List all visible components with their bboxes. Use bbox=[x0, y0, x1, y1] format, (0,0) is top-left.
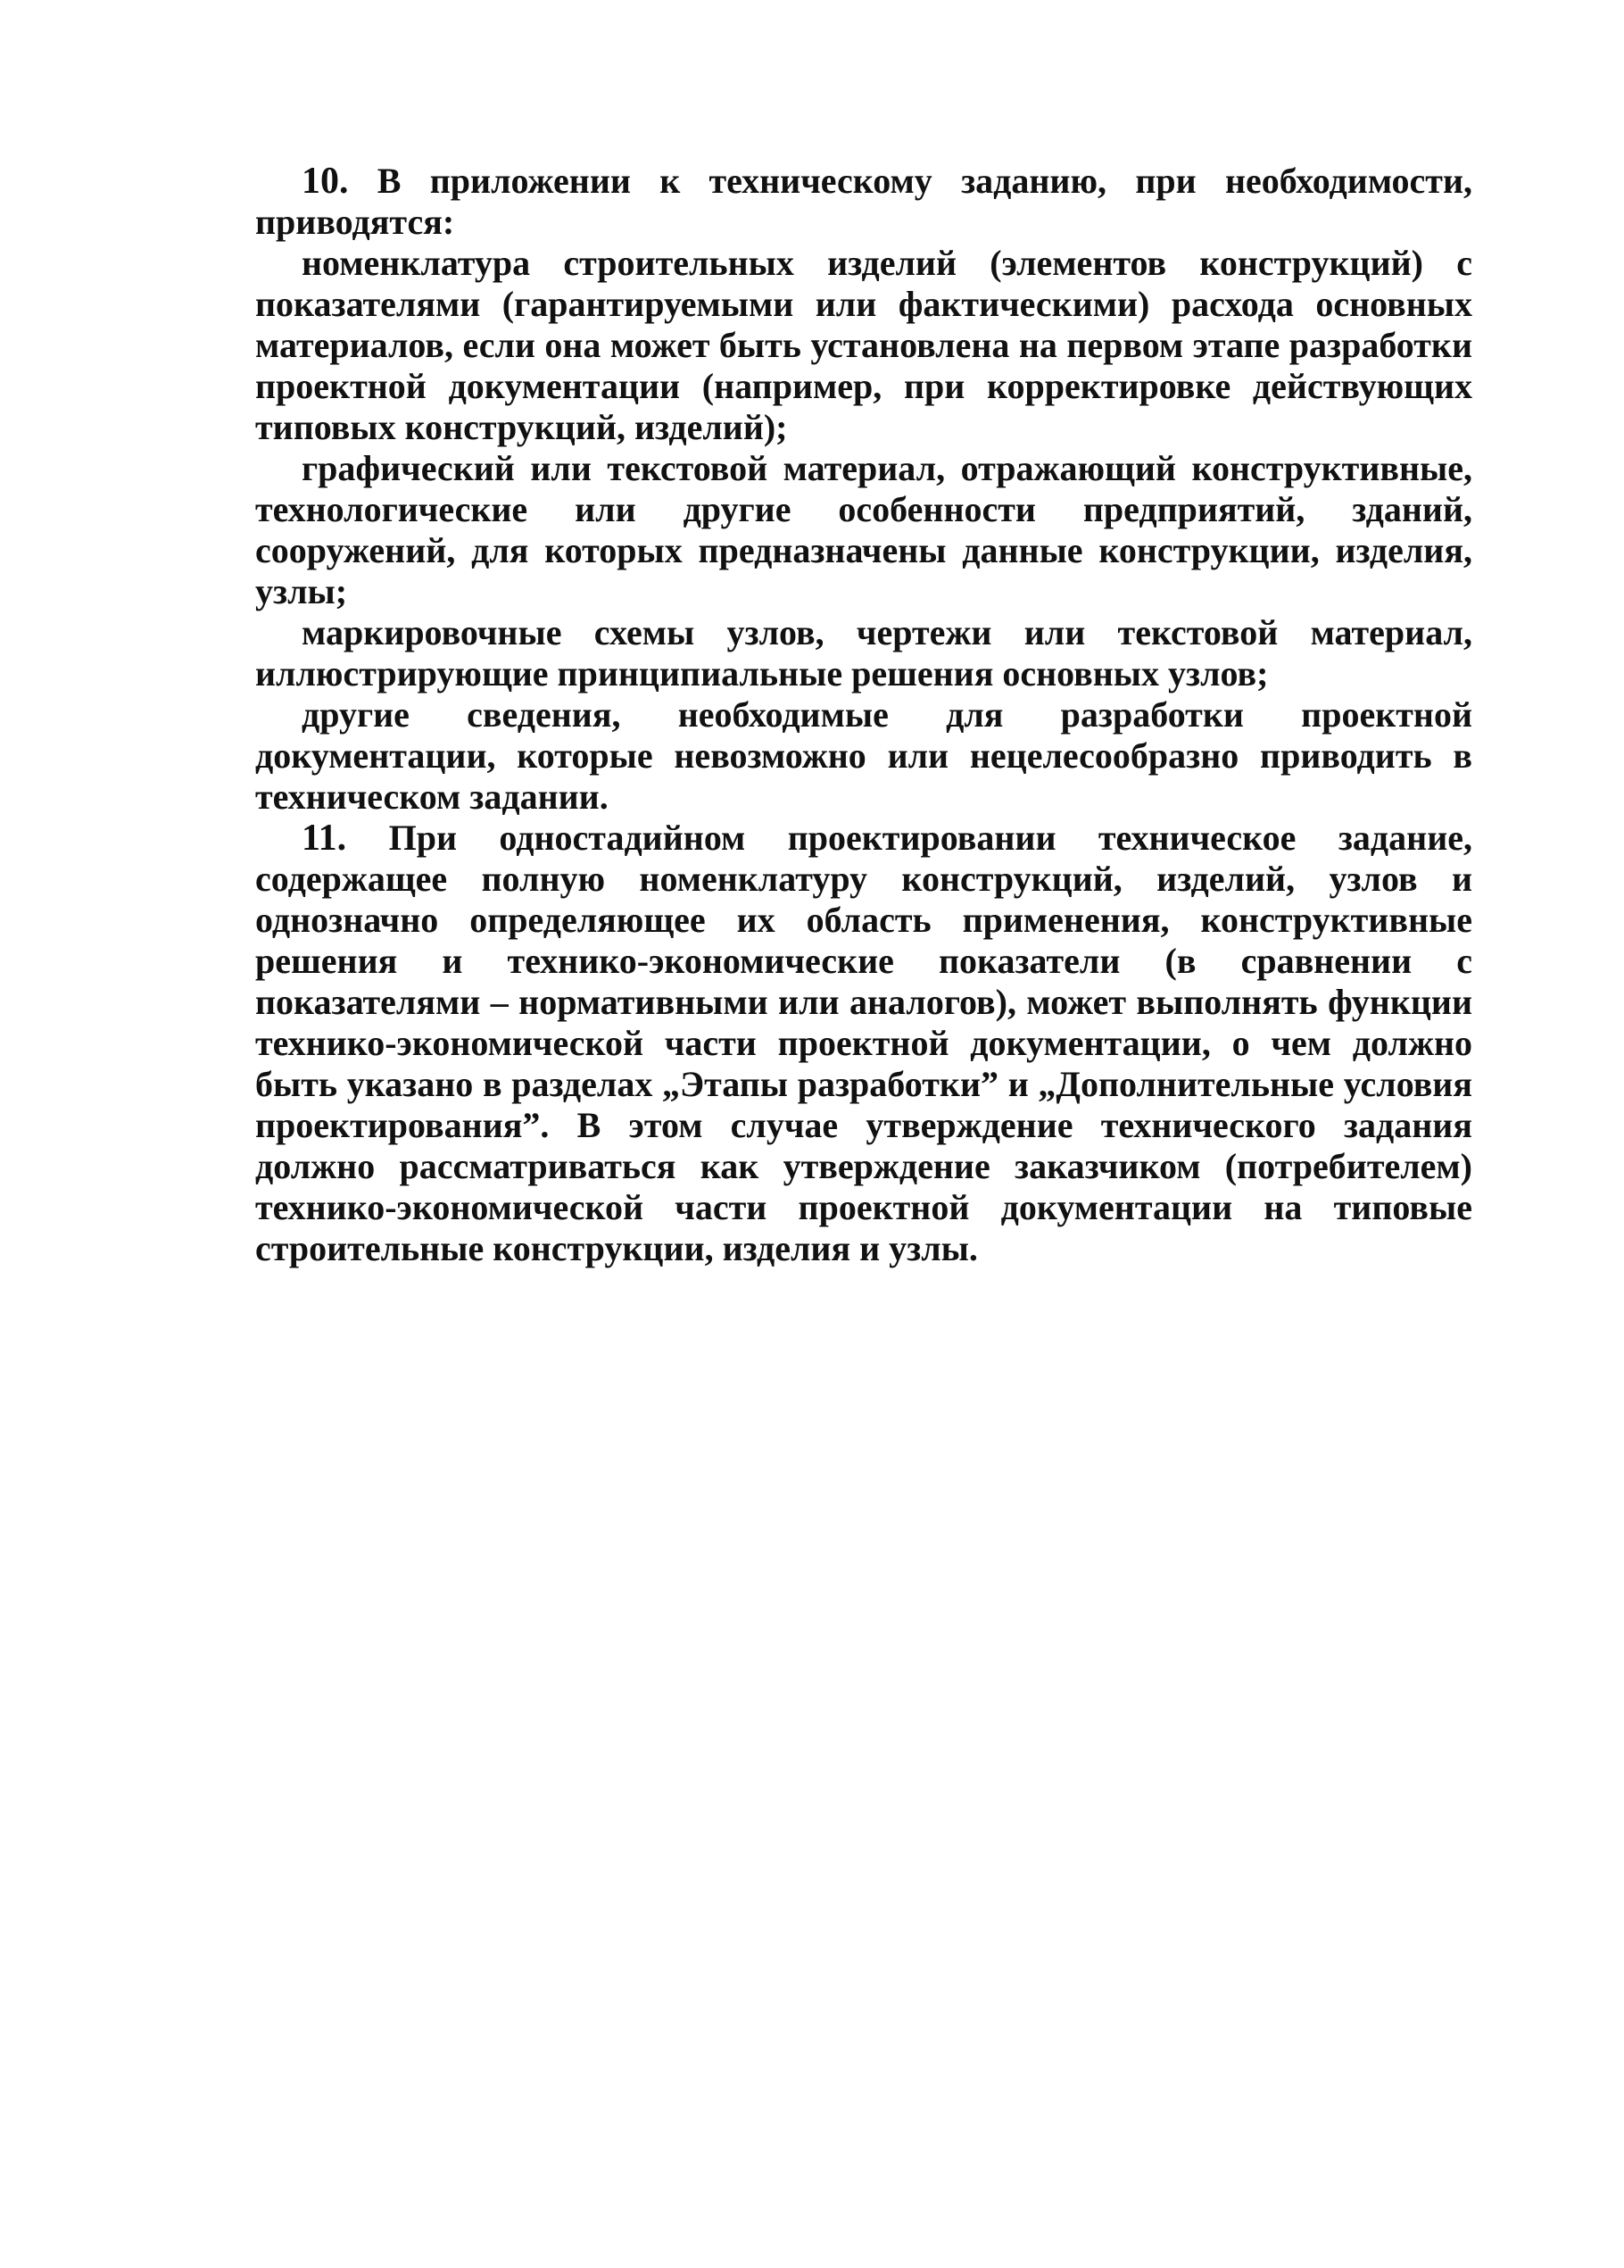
item-11-text: При одностадийном проектировании техническое задание, содержащее полную номенклатуру конструкций, изделий, узлов и однозначно определяющее их область применения, конструктивные решения и технико-экономические показатели (в сравнении с показателями – нормативными или аналогов), может выполнять функции технико-экономической части проектной документации, о чем должно быть указано в разделах „Этапы разработки” и „Дополнительные условия проектирования”. В этом случае утверждение технического задания должно рассматриваться как утверждение заказчиком (потребителем) технико-экономической части проектной документации на типовые строительные конструкции, изделия и узлы. bbox=[255, 818, 1472, 1268]
item-10-number: 10. bbox=[302, 161, 349, 202]
item-11-number: 11. bbox=[302, 818, 347, 859]
item-10-list-item-4: другие сведения, необходимые для разработки проектной документации, которые невозможно или нецелесообразно приводить в техническом задании. bbox=[255, 694, 1472, 817]
item-10-list-item-2: графический или текстовой материал, отражающий конструктивные, технологические или другие особенности предприятий, зданий, сооружений, для которых предназначены данные конструкции, изделия, узлы; bbox=[255, 448, 1472, 611]
item-10-list-item-1: номенклатура строительных изделий (элементов конструкций) с показателями (гарантируемыми или фактическими) расхода основных материалов, если она может быть установлена на первом этапе разработки проектной документации (например, при корректировке действующих типовых конструкций, изделий); bbox=[255, 243, 1472, 447]
document-text bbox=[255, 161, 1472, 1269]
item-10-text: В приложении к техническому заданию, при необходимости, приводятся: bbox=[255, 161, 1472, 242]
item-10-paragraph bbox=[255, 161, 1472, 243]
item-10-list-item-3: маркировочные схемы узлов, чертежи или текстовой материал, иллюстрирующие принципиальные решения основных узлов; bbox=[255, 612, 1472, 694]
item-11-paragraph bbox=[255, 818, 1472, 1269]
